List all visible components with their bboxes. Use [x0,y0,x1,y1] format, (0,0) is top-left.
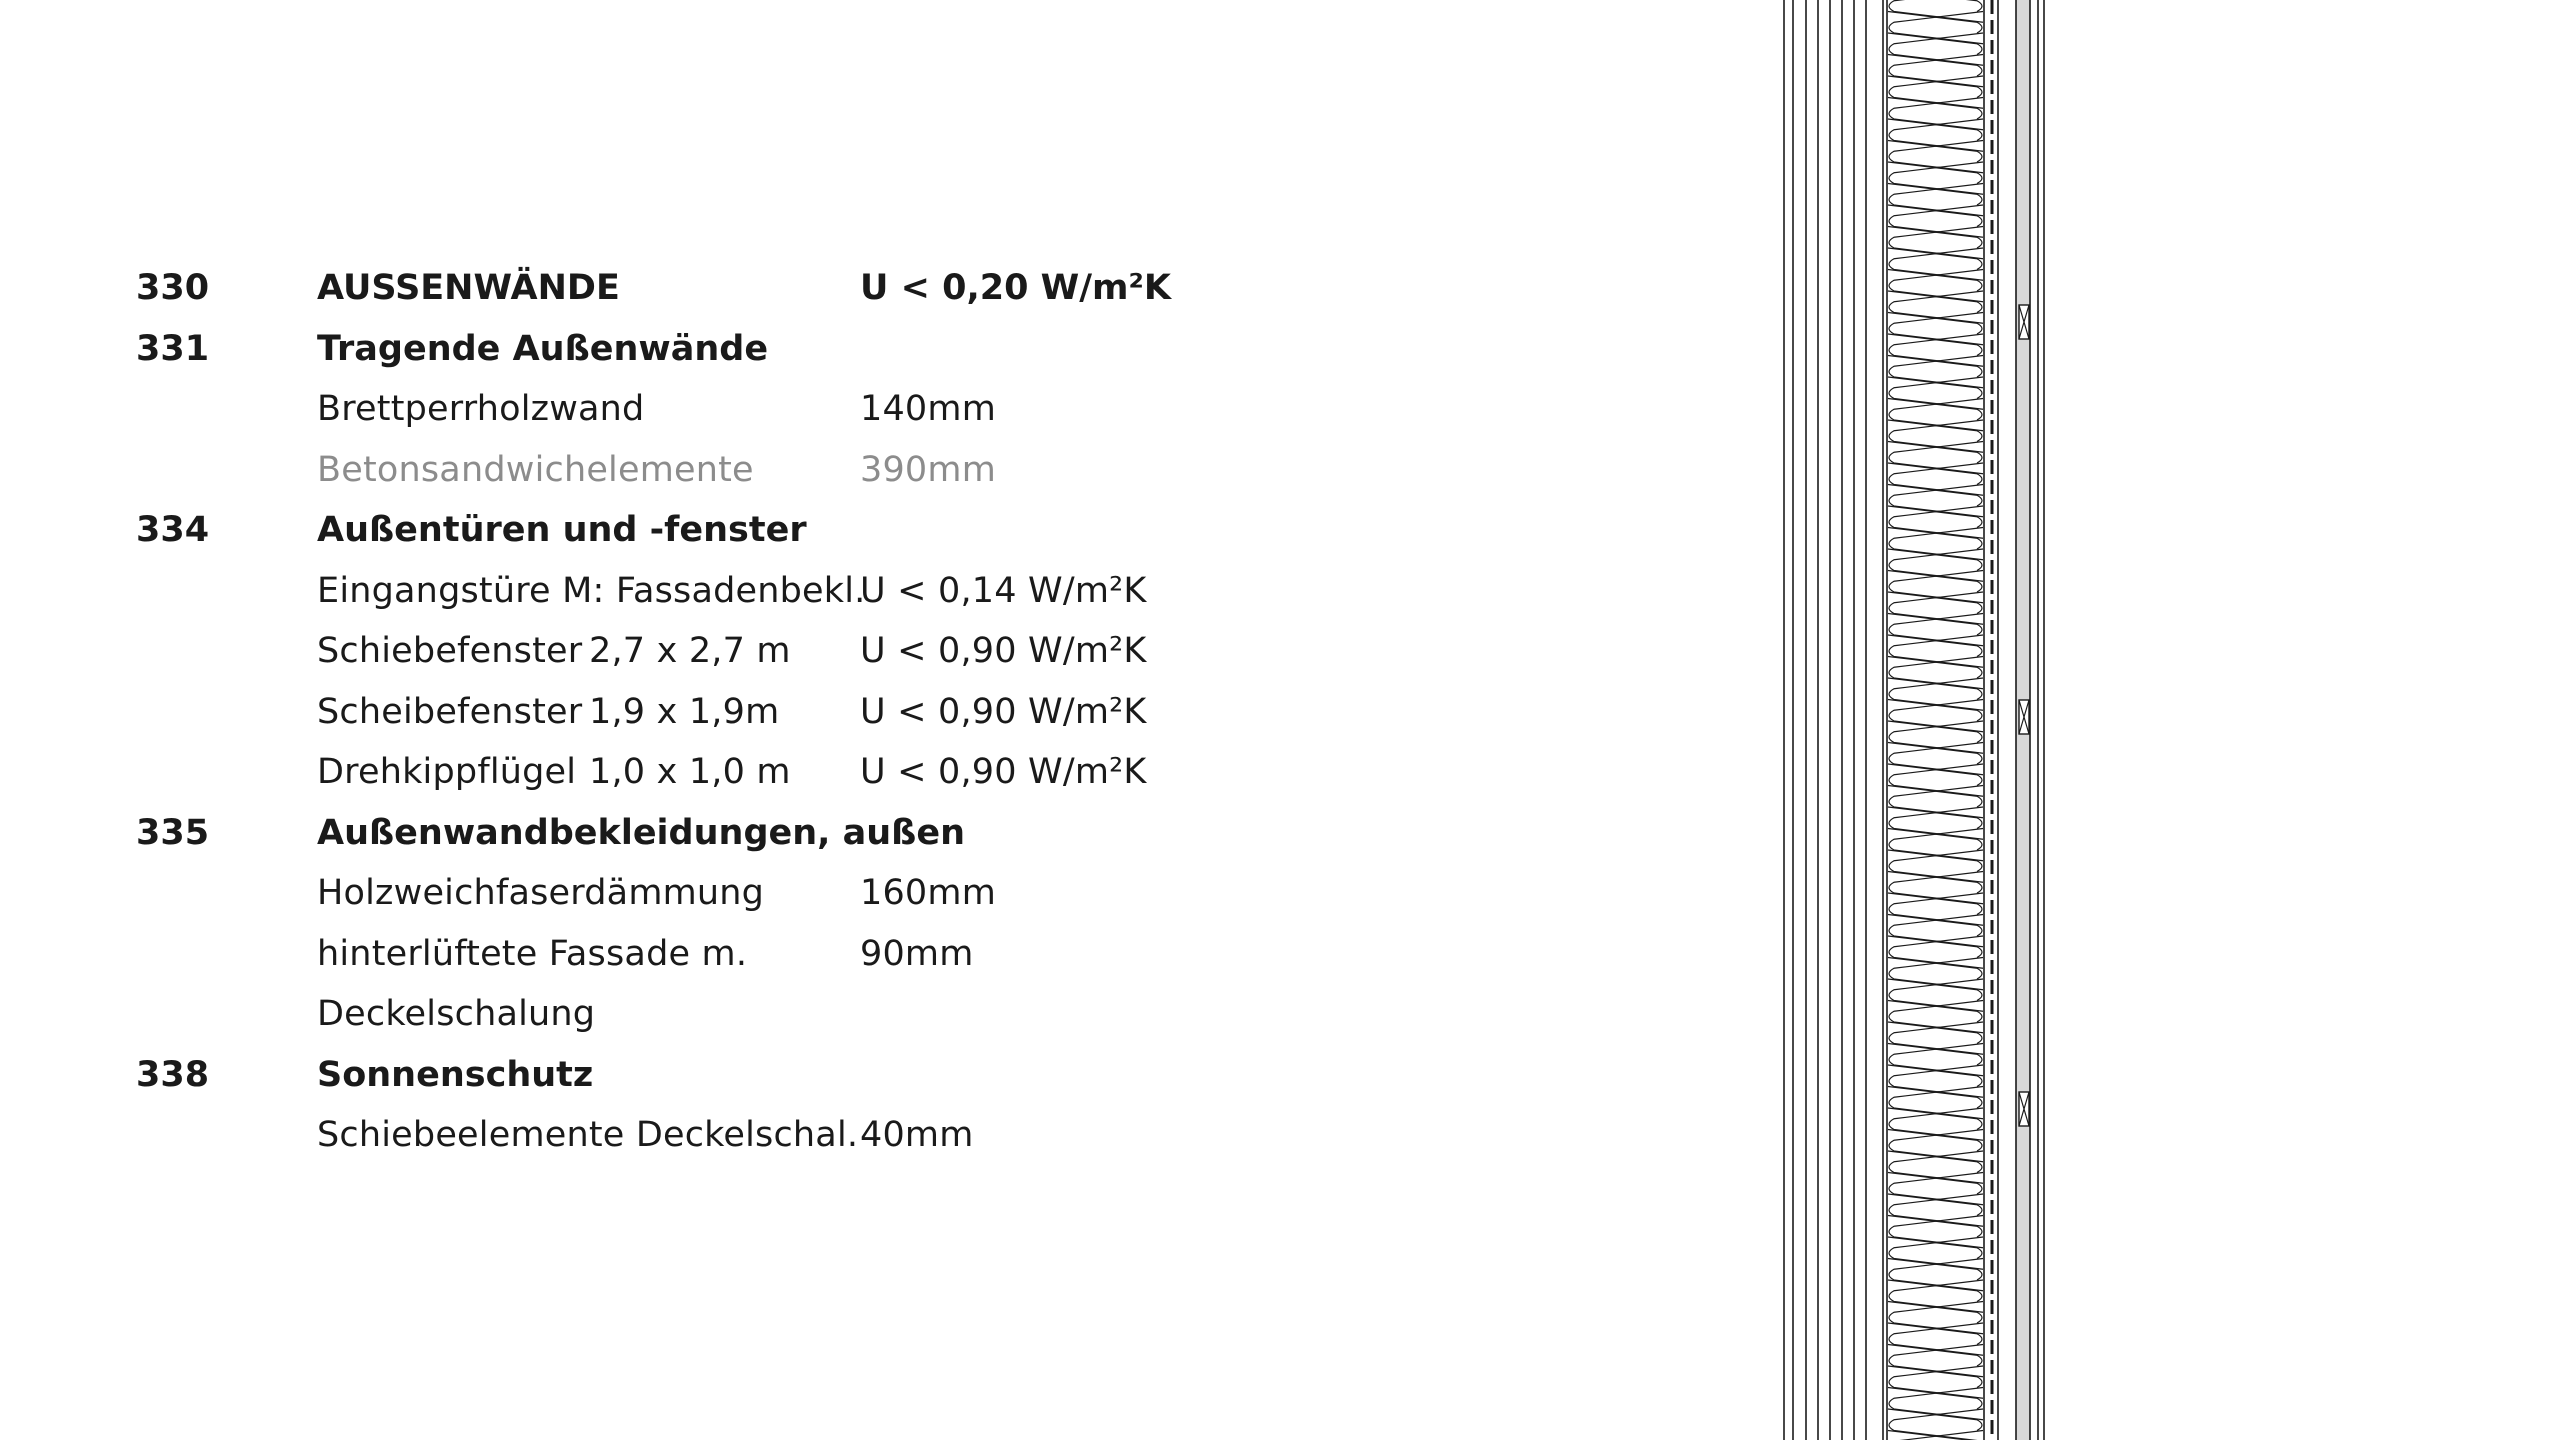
item-row [136,1105,1236,1166]
item-row-muted [136,440,1236,501]
cost-code: 335 [136,812,210,853]
item-row [136,924,1236,985]
group-row-334 [136,500,1236,561]
cost-group-table [136,258,1236,1166]
group-row-330 [136,258,1236,319]
item-name: Drehkippflügel [317,752,577,792]
item-value: U < 0,90 W/m²K [860,752,1147,792]
group-title: AUSSENWÄNDE [317,268,620,308]
item-name: hinterlüftete Fassade m. [317,933,748,974]
item-row [136,561,1236,622]
group-title: Außenwandbekleidungen, außen [317,812,965,853]
item-name: Eingangstüre M: Fassadenbekl. [317,570,866,611]
item-value: U < 0,90 W/m²K [860,631,1147,671]
item-row [136,863,1236,924]
item-name: Schiebeelemente Deckelschal. [317,1115,859,1155]
group-title: Sonnenschutz [317,1054,594,1095]
item-size: 1,0 x 1,0 m [589,752,791,792]
group-row-338 [136,1045,1236,1106]
item-size: 1,9 x 1,9m [589,691,780,732]
item-name: Holzweichfaserdämmung [317,873,765,913]
insulation-zigzag [1889,0,1983,1440]
item-value: U < 0,14 W/m²K [860,570,1147,611]
cost-code: 330 [136,268,210,308]
insulation-hatch-icon [1888,0,1983,1440]
item-name: Schiebefenster [317,631,583,671]
group-row-335 [136,803,1236,864]
item-row [136,379,1236,440]
item-size: 2,7 x 2,7 m [589,631,791,671]
item-row [136,742,1236,803]
item-name: Brettperrholzwand [317,389,645,429]
item-name: Betonsandwichelemente [317,449,754,490]
item-value: 160mm [860,873,996,913]
wall-section-drawing-icon [1780,0,2100,1440]
item-value: 90mm [860,933,974,974]
cost-code: 334 [136,510,210,550]
group-row-331 [136,319,1236,380]
item-value: 40mm [860,1115,974,1155]
u-value: U < 0,20 W/m²K [860,268,1171,308]
item-row [136,984,1236,1045]
group-title: Tragende Außenwände [317,328,769,369]
item-value: 390mm [860,449,996,490]
group-title: Außentüren und -fenster [317,510,807,550]
item-name: Deckelschalung [317,994,596,1034]
cost-code: 338 [136,1054,210,1095]
item-row [136,621,1236,682]
cost-code: 331 [136,328,210,369]
item-value: U < 0,90 W/m²K [860,691,1147,732]
wall-section-svg [1780,0,2100,1440]
item-name: Scheibefenster [317,691,583,732]
item-row [136,682,1236,743]
item-value: 140mm [860,389,996,429]
